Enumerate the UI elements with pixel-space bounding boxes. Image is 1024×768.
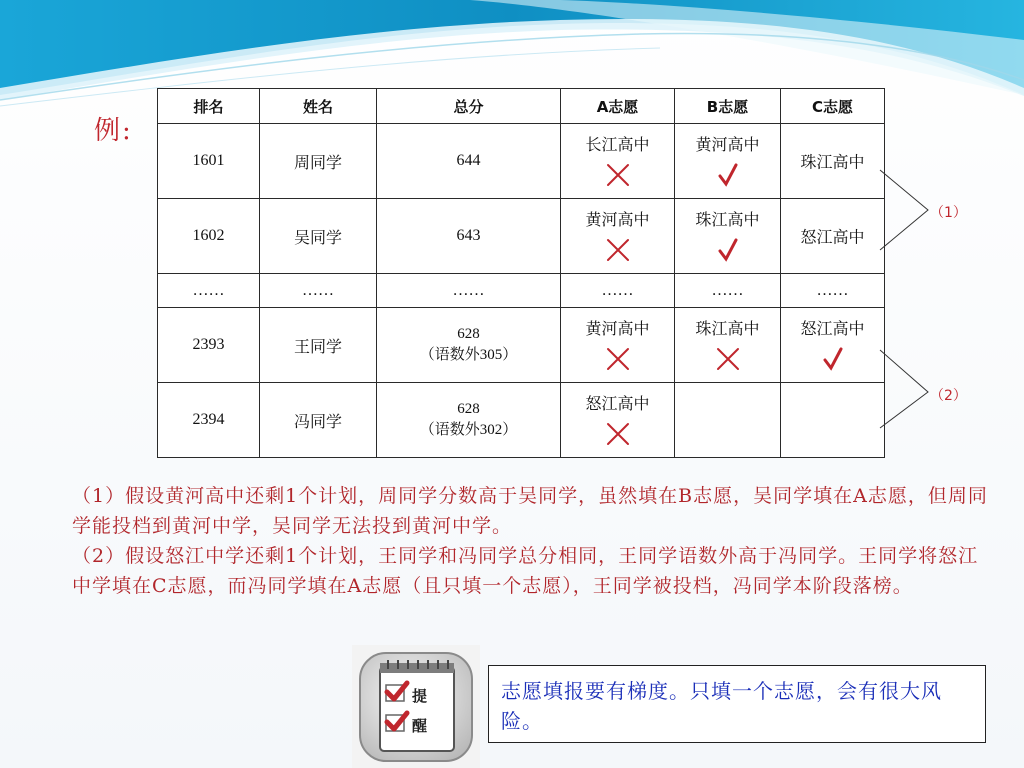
cross-mark-icon xyxy=(605,162,631,188)
explanation-text xyxy=(72,481,992,601)
cross-mark-icon xyxy=(605,346,631,372)
score-subscore: （语数外305） xyxy=(419,347,518,363)
score-cell xyxy=(377,124,561,199)
rank-cell: 1602 xyxy=(158,199,260,274)
ellipsis-cell: …… xyxy=(260,274,377,308)
header-total-score: 总分 xyxy=(377,89,561,124)
header-choice-b: B志愿 xyxy=(675,89,781,124)
header-name: 姓名 xyxy=(260,89,377,124)
name-cell: 王同学 xyxy=(260,308,377,383)
score-cell xyxy=(377,308,561,383)
choice-c-cell xyxy=(781,124,885,199)
score-cell xyxy=(377,383,561,458)
check-mark-icon xyxy=(820,346,846,372)
header-choice-c: C志愿 xyxy=(781,89,885,124)
ranking-table xyxy=(157,88,885,458)
school-name: 长江高中 xyxy=(585,137,650,154)
header-rank: 排名 xyxy=(158,89,260,124)
school-name: 珠江高中 xyxy=(695,321,760,338)
ellipsis-cell: …… xyxy=(781,274,885,308)
choice-b-cell xyxy=(675,199,781,274)
score-value: 628 xyxy=(457,326,480,342)
school-name: 怒江高中 xyxy=(585,396,650,413)
school-name: 黄河高中 xyxy=(585,212,650,229)
school-name: 珠江高中 xyxy=(800,154,865,172)
rank-cell: 2394 xyxy=(158,383,260,458)
choice-b-cell xyxy=(675,383,781,458)
table-row xyxy=(158,199,885,274)
school-name: 黄河高中 xyxy=(585,321,650,338)
table-row xyxy=(158,308,885,383)
rank-cell: 2393 xyxy=(158,308,260,383)
explanation-paragraph-1: （1）假设黄河高中还剩1个计划，周同学分数高于吴同学，虽然填在B志愿，吴同学填在A志愿，但周同学能投档到黄河中学，吴同学无法投到黄河中学。 xyxy=(72,485,988,537)
score-cell xyxy=(377,199,561,274)
explanation-paragraph-2: （2）假设怒江中学还剩1个计划，王同学和冯同学总分相同，王同学语数外高于冯同学。王同学将怒江中学填在C志愿，而冯同学填在A志愿（且只填一个志愿），王同学被投档，冯同学本阶段落榜。 xyxy=(72,545,979,597)
ellipsis-cell: …… xyxy=(158,274,260,308)
reminder-box xyxy=(488,665,986,743)
score-value: 644 xyxy=(456,152,481,169)
check-mark-icon xyxy=(715,162,741,188)
school-name: 怒江高中 xyxy=(800,321,865,338)
table-row xyxy=(158,383,885,458)
choice-c-cell xyxy=(781,308,885,383)
ellipsis-cell: …… xyxy=(377,274,561,308)
choice-c-cell xyxy=(781,383,885,458)
cross-mark-icon xyxy=(605,237,631,263)
check-mark-icon xyxy=(715,237,741,263)
name-cell: 冯同学 xyxy=(260,383,377,458)
cross-mark-icon xyxy=(715,346,741,372)
reminder-text: 志愿填报要有梯度。只填一个志愿，会有很大风险。 xyxy=(501,679,942,733)
example-label: 例: xyxy=(94,116,133,146)
reminder-icon-char-1: 提 xyxy=(412,687,428,705)
school-name: 黄河高中 xyxy=(695,137,760,154)
header-choice-a: A志愿 xyxy=(561,89,675,124)
choice-a-cell xyxy=(561,383,675,458)
ellipsis-row xyxy=(158,274,885,308)
score-subscore: （语数外302） xyxy=(419,422,518,438)
score-value: 628 xyxy=(457,401,480,417)
choice-b-cell xyxy=(675,308,781,383)
choice-a-cell xyxy=(561,124,675,199)
brace-label-2: （2） xyxy=(930,388,967,404)
school-name: 怒江高中 xyxy=(800,229,865,247)
table-header-row xyxy=(158,89,885,124)
choice-a-cell xyxy=(561,308,675,383)
school-name: 珠江高中 xyxy=(695,212,760,229)
rank-cell: 1601 xyxy=(158,124,260,199)
brace-label-1: （1） xyxy=(930,205,967,221)
choice-c-cell xyxy=(781,199,885,274)
cross-mark-icon xyxy=(605,421,631,447)
reminder-checklist-icon xyxy=(352,645,480,768)
reminder-icon-char-2: 醒 xyxy=(412,717,428,735)
name-cell: 周同学 xyxy=(260,124,377,199)
table-row xyxy=(158,124,885,199)
choice-a-cell xyxy=(561,199,675,274)
ellipsis-cell: …… xyxy=(561,274,675,308)
score-value: 643 xyxy=(456,227,481,244)
name-cell: 吴同学 xyxy=(260,199,377,274)
ellipsis-cell: …… xyxy=(675,274,781,308)
choice-b-cell xyxy=(675,124,781,199)
